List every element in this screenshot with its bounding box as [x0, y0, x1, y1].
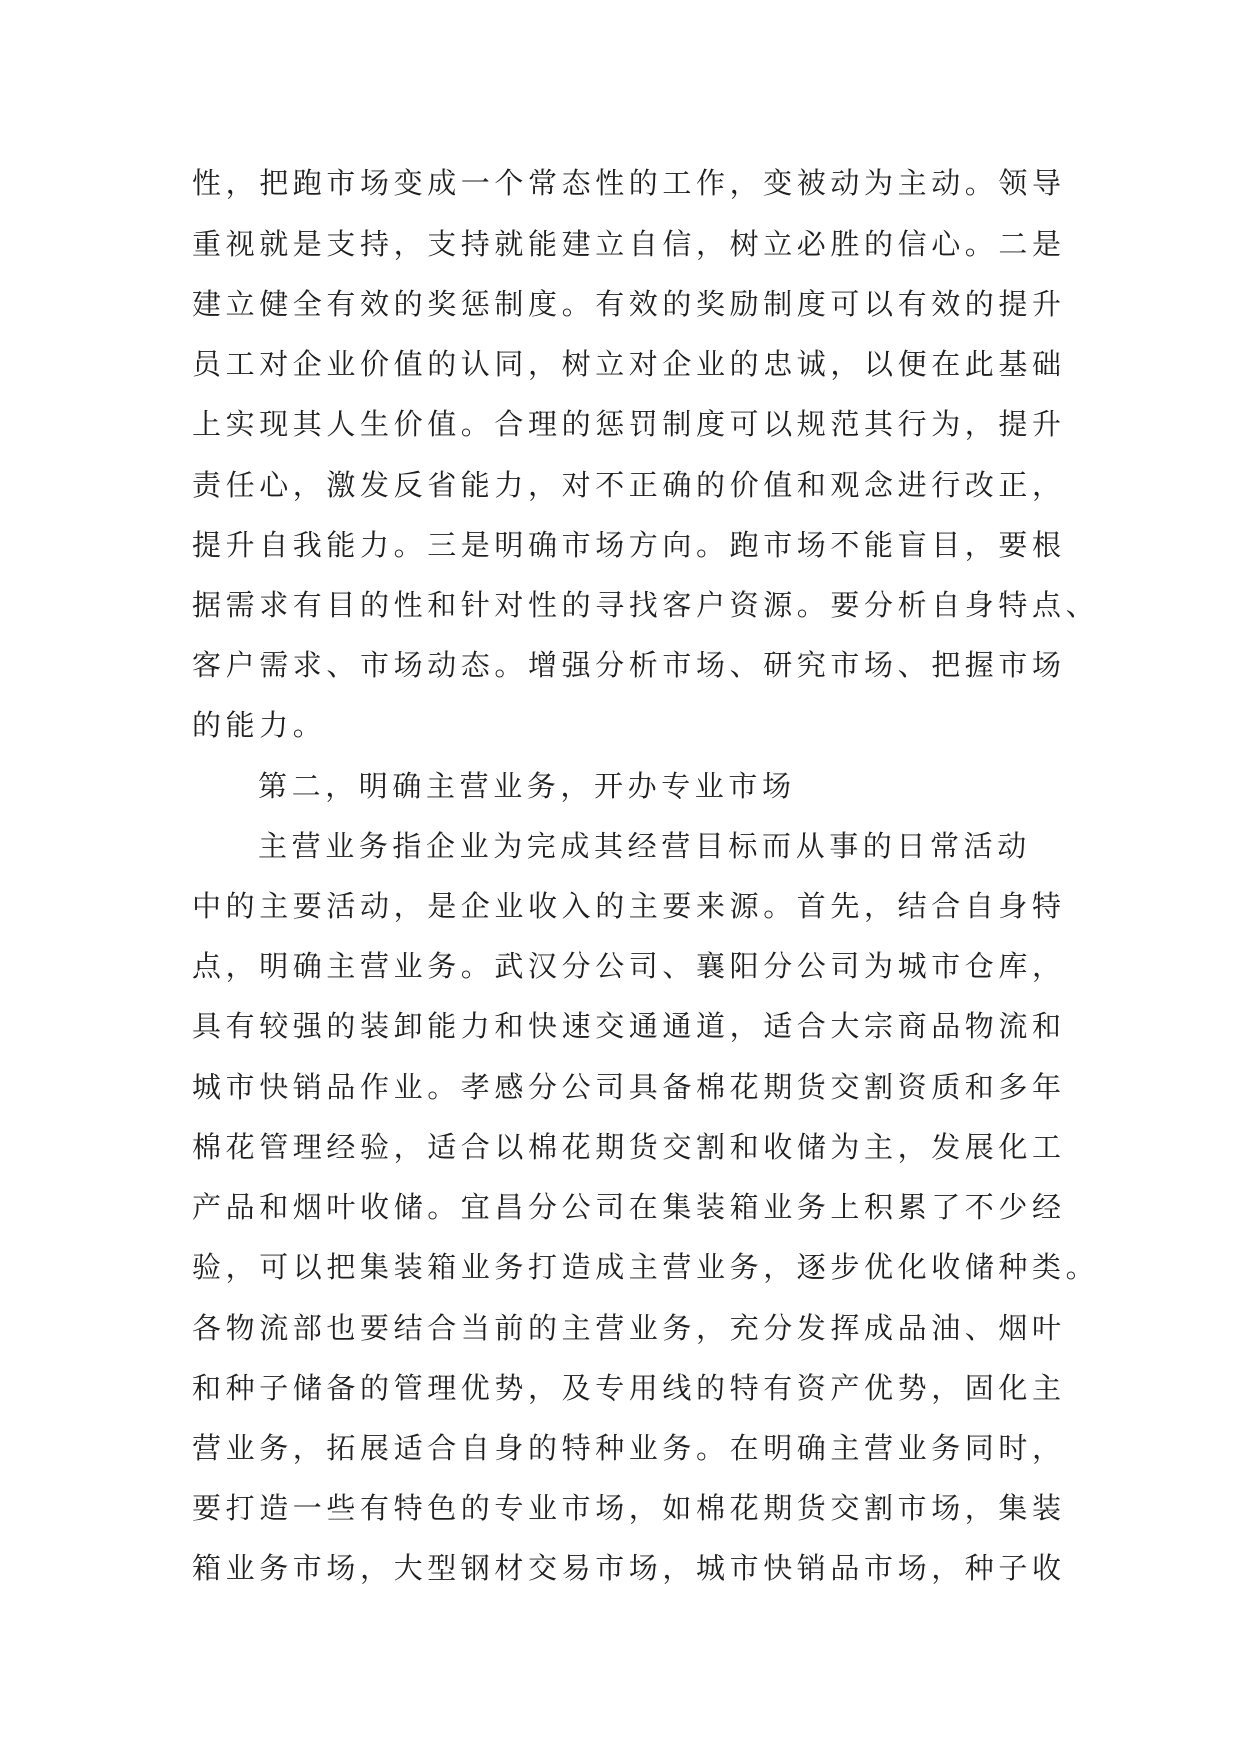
- text-line: 上实现其人生价值。合理的惩罚制度可以规范其行为，提升: [192, 407, 1066, 441]
- text-line: 中的主要活动，是企业收入的主要来源。首先，结合自身特: [192, 889, 1066, 923]
- text-line: 各物流部也要结合当前的主营业务，充分发挥成品油、烟叶: [192, 1311, 1066, 1345]
- section-heading: 第二，明确主营业务，开办专业市场: [258, 769, 796, 803]
- text-line: 重视就是支持，支持就能建立自信，树立必胜的信心。二是: [192, 227, 1066, 261]
- text-line: 性，把跑市场变成一个常态性的工作，变被动为主动。领导: [192, 166, 1066, 200]
- text-line: 主营业务指企业为完成其经营目标而从事的日常活动: [258, 829, 1031, 863]
- text-line: 营业务，拓展适合自身的特种业务。在明确主营业务同时，: [192, 1431, 1066, 1465]
- text-line: 城市快销品作业。孝感分公司具备棉花期货交割资质和多年: [192, 1070, 1066, 1104]
- text-line: 和种子储备的管理优势，及专用线的特有资产优势，固化主: [192, 1371, 1066, 1405]
- text-line: 建立健全有效的奖惩制度。有效的奖励制度可以有效的提升: [192, 287, 1066, 321]
- text-line: 具有较强的装卸能力和快速交通通道，适合大宗商品物流和: [192, 1009, 1066, 1043]
- text-line: 员工对企业价值的认同，树立对企业的忠诚，以便在此基础: [192, 347, 1066, 381]
- text-line: 验，可以把集装箱业务打造成主营业务，逐步优化收储种类。: [192, 1250, 1100, 1284]
- text-line: 箱业务市场，大型钢材交易市场，城市快销品市场，种子收: [192, 1551, 1066, 1585]
- text-line: 据需求有目的性和针对性的寻找客户资源。要分析自身特点、: [192, 588, 1100, 622]
- text-line: 点，明确主营业务。武汉分公司、襄阳分公司为城市仓库，: [192, 949, 1066, 983]
- text-line: 棉花管理经验，适合以棉花期货交割和收储为主，发展化工: [192, 1130, 1066, 1164]
- text-line: 提升自我能力。三是明确市场方向。跑市场不能盲目，要根: [192, 528, 1066, 562]
- text-line: 要打造一些有特色的专业市场，如棉花期货交割市场，集装: [192, 1491, 1066, 1525]
- text-line: 客户需求、市场动态。增强分析市场、研究市场、把握市场: [192, 648, 1066, 682]
- text-line: 产品和烟叶收储。宜昌分公司在集装箱业务上积累了不少经: [192, 1190, 1066, 1224]
- text-line: 的能力。: [192, 708, 327, 742]
- text-line: 责任心，激发反省能力，对不正确的价值和观念进行改正，: [192, 468, 1066, 502]
